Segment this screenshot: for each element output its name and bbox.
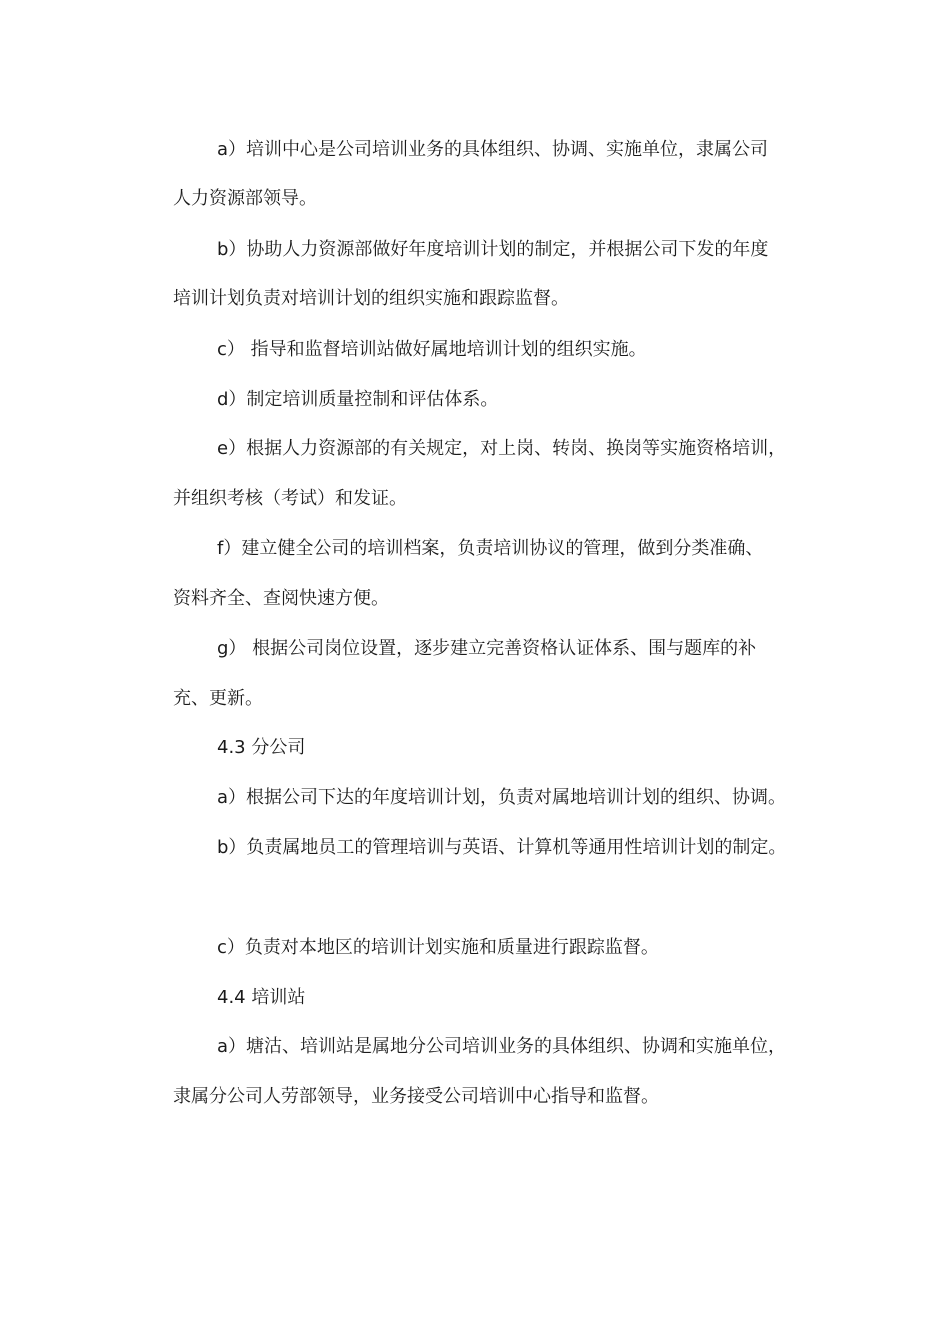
paragraph-line-training-center-a-cont: 人力资源部领导。 (173, 188, 317, 209)
paragraph-line-training-station-a-cont: 隶属分公司人劳部领导，业务接受公司培训中心指导和监督。 (173, 1086, 659, 1107)
paragraph-line-training-center-d: d）制定培训质量控制和评估体系。 (217, 389, 499, 410)
paragraph-line-training-center-f-cont: 资料齐全、查阅快速方便。 (173, 588, 389, 609)
paragraph-line-training-center-b-cont: 培训计划负责对培训计划的组织实施和跟踪监督。 (173, 288, 569, 309)
paragraph-line-training-center-f: f）建立健全公司的培训档案，负责培训协议的管理，做到分类准确、 (217, 538, 764, 559)
paragraph-line-training-center-e: e）根据人力资源部的有关规定，对上岗、转岗、换岗等实施资格培训， (217, 438, 787, 459)
paragraph-line-branch-b: b）负责属地员工的管理培训与英语、计算机等通用性培训计划的制定。 (217, 837, 787, 858)
paragraph-line-training-center-b: b）协助人力资源部做好年度培训计划的制定，并根据公司下发的年度 (217, 239, 769, 260)
paragraph-line-training-center-g: g） 根据公司岗位设置，逐步建立完善资格认证体系、围与题库的补 (217, 638, 757, 659)
section-heading-branch: 4.3 分公司 (217, 737, 306, 758)
paragraph-line-training-center-a: a）培训中心是公司培训业务的具体组织、协调、实施单位，隶属公司 (217, 139, 769, 160)
paragraph-line-branch-c: c）负责对本地区的培训计划实施和质量进行跟踪监督。 (217, 937, 659, 958)
section-heading-training-station: 4.4 培训站 (217, 987, 306, 1008)
paragraph-line-branch-a: a）根据公司下达的年度培训计划，负责对属地培训计划的组织、协调。 (217, 787, 787, 808)
paragraph-line-training-center-c: c） 指导和监督培训站做好属地培训计划的组织实施。 (217, 339, 647, 360)
paragraph-line-training-center-e-cont: 并组织考核（考试）和发证。 (173, 488, 407, 509)
paragraph-line-training-center-g-cont: 充、更新。 (173, 688, 263, 709)
paragraph-line-training-station-a: a）塘沽、培训站是属地分公司培训业务的具体组织、协调和实施单位， (217, 1036, 787, 1057)
